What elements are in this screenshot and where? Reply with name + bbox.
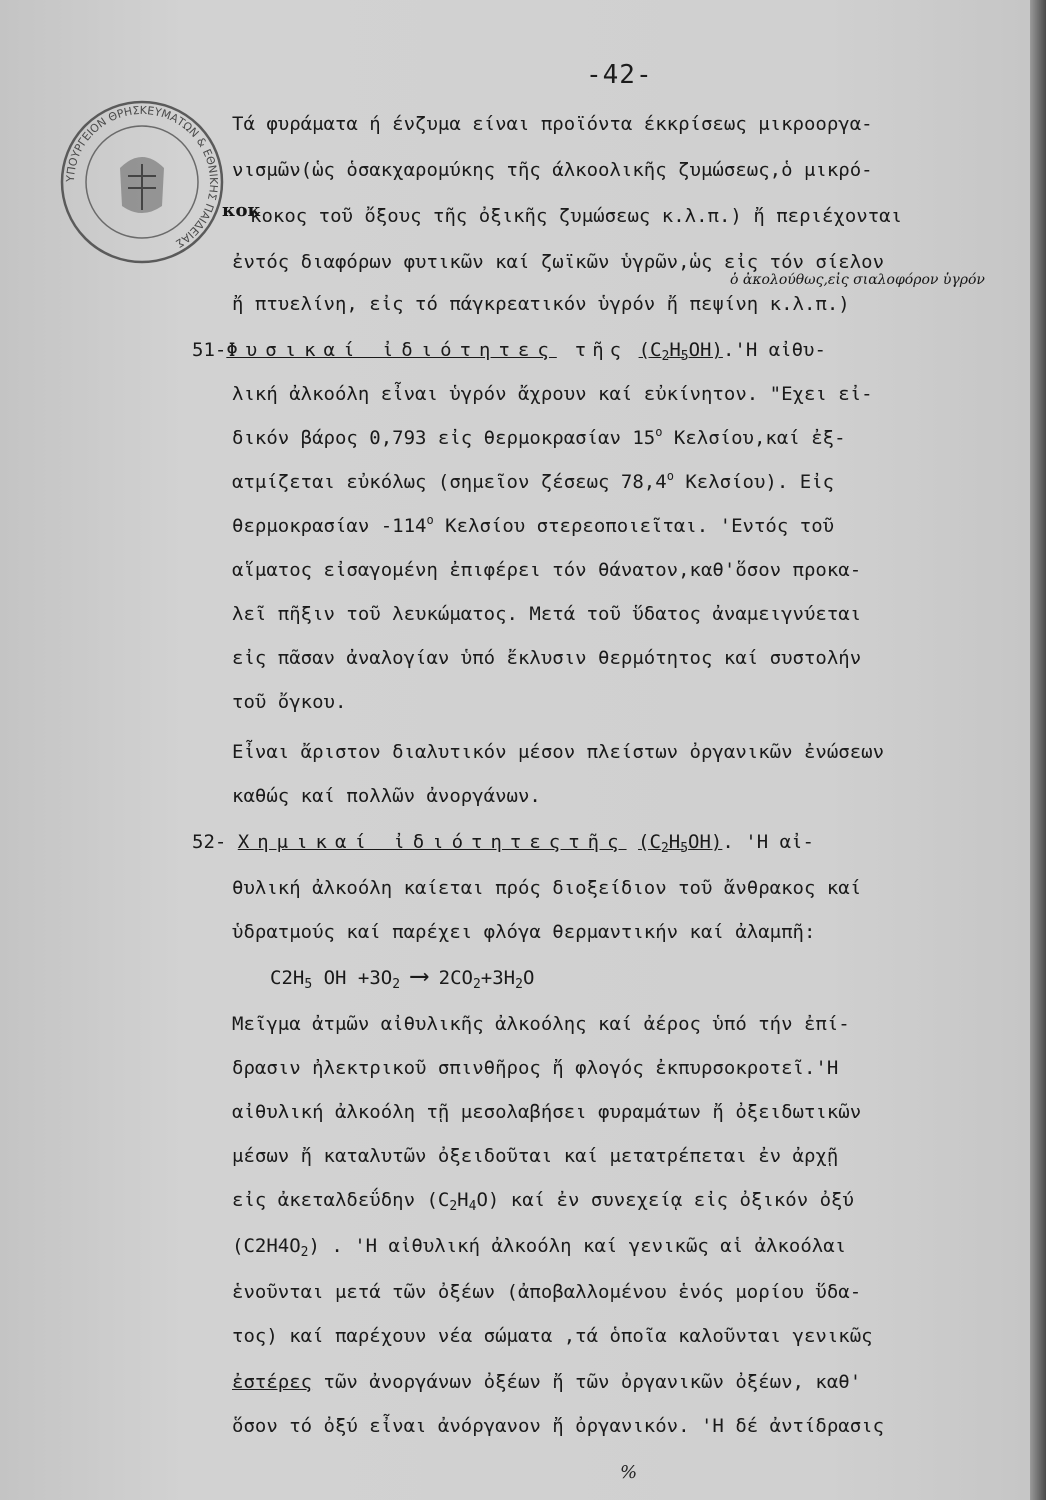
text-line-24: μέσων ἤ καταλυτῶν ὀξειδοῦται καί μετατρέπεται ἐν ἀρχῇ	[232, 1145, 839, 1167]
text-line-30: ὅσον τό ὀξύ εἶναι ἀνόργανον ἤ ὀργανικόν. 'Η δέ ἀντίδρασις	[232, 1415, 885, 1437]
section-52-heading	[192, 830, 814, 854]
text-line-8: δικόν βάρος 0,793 εἰς θερμοκρασίαν $15^o$ Κελσίου,καί ἐξ-	[232, 425, 846, 449]
underlined-word-esteres: ἐστέρες	[232, 1371, 313, 1393]
text-line-15: Εἶναι ἄριστον διαλυτικόν μέσον πλείστων ὀργανικῶν ἐνώσεων	[232, 741, 885, 763]
section-52-formula: $(C_2H_5OH)$	[638, 831, 723, 856]
section-52-number: 52-	[192, 831, 227, 853]
text-line-22: δρασιν ἠλεκτρικοῦ σπινθῆρος ἤ φλογός ἐκπυρσοκροτεῖ.'Η	[232, 1057, 839, 1079]
section-51-number: 51-	[192, 339, 227, 361]
reaction-arrow: ⟶	[411, 961, 428, 991]
combustion-equation: $C2H_5$ OH $+3O_2$ ⟶ $2CO_2+3H_2O$	[270, 961, 535, 992]
text-line-25: εἰς ἀκεταλδεΰδην $(C_2H_4O)$ καί ἐν συνεχείᾳ εἰς ὀξικόν ὀξύ	[232, 1189, 854, 1214]
text-line-9: ατμίζεται εὐκόλως (σημεῖον ζέσεως $78,4^o$ Κελσίου). Εἰς	[232, 469, 835, 493]
text-line-21: Μεῖγμα ἀτμῶν αἰθυλικῆς ἀλκοόλης καί ἀέρος ὑπό τήν ἐπί-	[232, 1013, 850, 1035]
text-line-14: τοῦ ὄγκου.	[232, 691, 347, 713]
text-line-29: ἐστέρες τῶν ἀνοργάνων ὀξέων ἤ τῶν ὀργανικῶν ὀξέων, καθ'	[232, 1371, 862, 1393]
section-52-tail: . 'Η αἰ-	[722, 831, 814, 853]
text-line-4: ἐντός διαφόρων φυτικῶν καί ζωϊκῶν ὑγρῶν,ὡς εἰς τόν σίελον	[232, 251, 885, 273]
text-line-12: λεῖ πῆξιν τοῦ λευκώματος. Μετά τοῦ ὕδατος ἀναμειγνύεται	[232, 603, 862, 625]
margin-handwritten-word: κοκ	[222, 200, 261, 221]
text-line-23: αἰθυλική ἀλκοόλη τῇ μεσολαβήσει φυραμάτων ἤ ὀξειδωτικῶν	[232, 1101, 862, 1123]
section-51-tes: τῆς	[574, 339, 628, 361]
text-line-5: ἤ πτυελίνη, εἰς τό πάγκρεατικόν ὑγρόν ἤ πεψίνη κ.λ.π.)	[232, 293, 850, 315]
text-line-10: θερμοκρασίαν $-114^o$ Κελσίου στερεοποιεῖται. 'Εντός τοῦ	[232, 513, 835, 537]
text-line-13: εἰς πᾶσαν ἀναλογίαν ὑπό ἔκλυσιν θερμότητος καί συστολήν	[232, 647, 862, 669]
official-stamp	[58, 98, 226, 266]
text-line-27: ἑνοῦνται μετά τῶν ὀξέων (ἀποβαλλομένου ἑνός μορίου ὕδα-	[232, 1281, 862, 1303]
footer-handwritten-mark: %	[620, 1462, 638, 1483]
section-51-formula: $(C_2H_5OH)$	[638, 339, 723, 364]
page-binding-edge	[1030, 0, 1046, 1500]
page-number: -42-	[586, 60, 653, 90]
section-52-title: Χημικαί ἰδιότητεςτῆς	[237, 831, 627, 853]
text-line-26: $(C2H4O_2)$ . 'Η αἰθυλική ἀλκοόλη καί γενικῶς αἱ ἀλκοόλαι	[232, 1235, 847, 1260]
section-51-heading	[192, 338, 826, 362]
section-51-title: Φυσικαί ἰδιότητες	[226, 339, 557, 361]
text-line-16: καθώς καί πολλῶν ἀνοργάνων.	[232, 785, 541, 807]
section-51-tail: .'Η αἰθυ-	[722, 339, 826, 361]
text-line-19: ὑδρατμούς καί παρέχει φλόγα θερμαντικήν καί ἀλαμπῆ:	[232, 921, 816, 943]
text-line-2: νισμῶν(ὡς ὁσακχαρομύκης τῆς άλκοολικῆς ζυμώσεως,ὁ μικρό-	[232, 159, 873, 181]
text-line-28: τος) καί παρέχουν νέα σώματα ,τά ὁποῖα καλοῦνται γενικῶς	[232, 1325, 873, 1347]
text-line-18: θυλική ἀλκοόλη καίεται πρός διοξείδιον τοῦ ἄνθρακος καί	[232, 877, 862, 899]
stamp-text: ΥΠΟΥΡΓΕΙΟΝ ΘΡΗΣΚΕΥΜΑΤΩΝ & ΕΘΝΙΚΗΣ ΠΑΙΔΕΙΑΣ	[63, 103, 221, 251]
handwritten-annotation: ὁ ἀκολούθως,εἰς σιαλοφόρον ὑγρόν	[730, 272, 985, 288]
text-line-1: Τά φυράματα ή ένζυμα είναι προϊόντα έκκρίσεως μικροοργα-	[232, 113, 873, 135]
text-line-11: αἵματος εἰσαγομένη ἐπιφέρει τόν θάνατον,καθ'ὅσον προκα-	[232, 559, 862, 581]
text-line-7: λική ἀλκοόλη εἶναι ὑγρόν ἄχρουν καί εὐκίνητον. "Εχει εἰ-	[232, 383, 873, 405]
text-line-3: κοκος τοῦ ὄξους τῆς ὀξικῆς ζυμώσεως κ.λ.π.) ἤ περιέχονται	[250, 205, 903, 227]
